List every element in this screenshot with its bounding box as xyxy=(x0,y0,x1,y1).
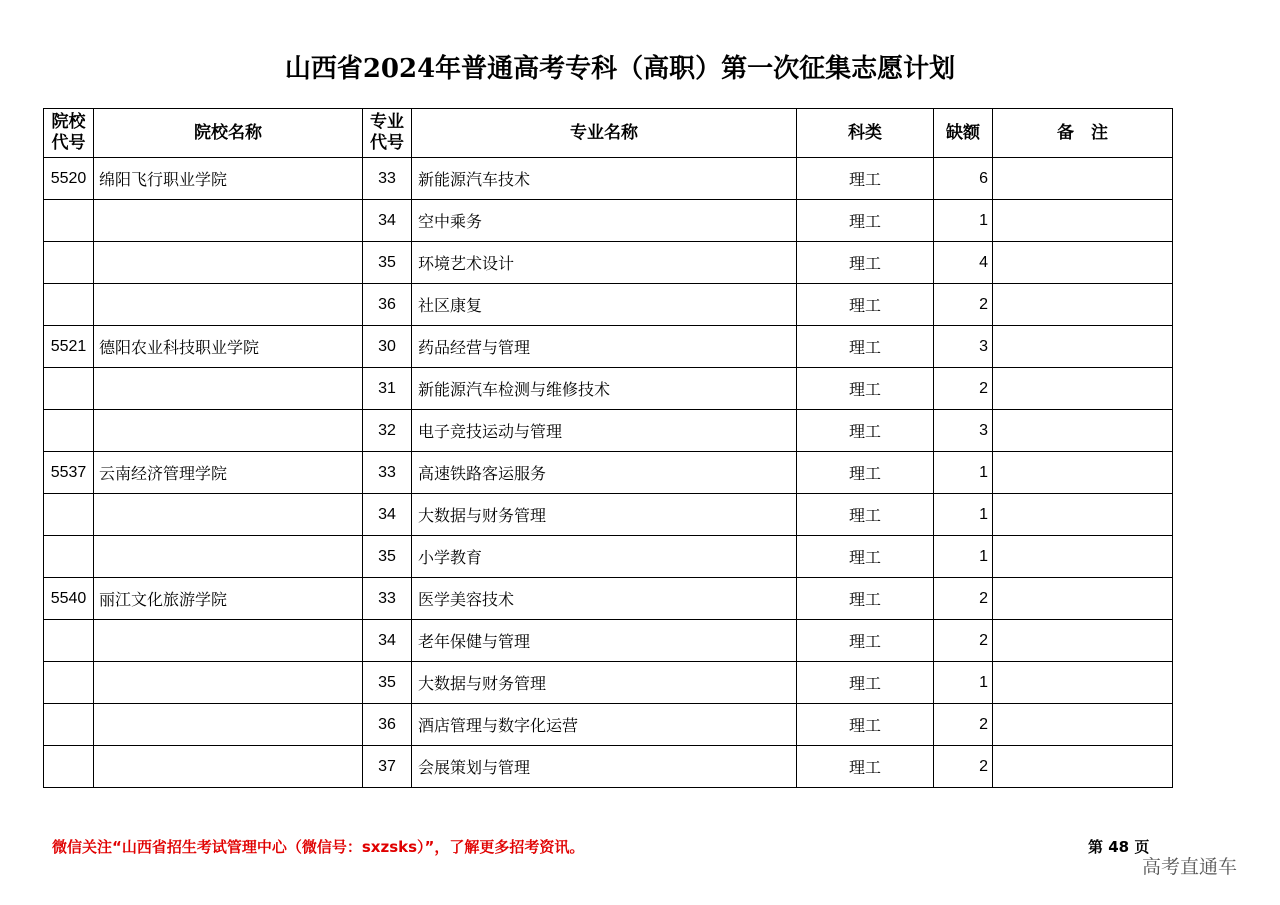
cell-major-name: 小学教育 xyxy=(412,536,797,578)
cell-vacancy: 1 xyxy=(934,662,993,704)
header-vacancy: 缺额 xyxy=(934,109,993,158)
cell-category: 理工 xyxy=(797,158,934,200)
cell-major-name: 会展策划与管理 xyxy=(412,746,797,788)
cell-remarks xyxy=(993,620,1173,662)
cell-major-name: 酒店管理与数字化运营 xyxy=(412,704,797,746)
cell-school-name: 德阳农业科技职业学院 xyxy=(94,326,363,368)
cell-category: 理工 xyxy=(797,578,934,620)
cell-major-code: 31 xyxy=(363,368,412,410)
cell-vacancy: 4 xyxy=(934,242,993,284)
cell-school-name xyxy=(94,284,363,326)
cell-school-name xyxy=(94,662,363,704)
cell-remarks xyxy=(993,158,1173,200)
page-prefix: 第 xyxy=(1088,838,1104,856)
cell-remarks xyxy=(993,242,1173,284)
cell-major-name: 空中乘务 xyxy=(412,200,797,242)
table-row xyxy=(44,704,1173,746)
table-row xyxy=(44,578,1173,620)
plan-table-body xyxy=(44,158,1173,788)
cell-category: 理工 xyxy=(797,200,934,242)
cell-school-code xyxy=(44,242,94,284)
cell-school-code xyxy=(44,662,94,704)
cell-remarks xyxy=(993,704,1173,746)
header-school-name: 院校名称 xyxy=(94,109,363,158)
cell-major-code: 37 xyxy=(363,746,412,788)
cell-major-code: 34 xyxy=(363,620,412,662)
header-school-code xyxy=(44,109,94,158)
table-row xyxy=(44,536,1173,578)
cell-remarks xyxy=(993,494,1173,536)
cell-remarks xyxy=(993,746,1173,788)
table-row xyxy=(44,242,1173,284)
cell-major-code: 36 xyxy=(363,704,412,746)
cell-school-code xyxy=(44,704,94,746)
cell-school-code: 5521 xyxy=(44,326,94,368)
cell-major-code: 33 xyxy=(363,158,412,200)
cell-remarks xyxy=(993,452,1173,494)
header-major-name: 专业名称 xyxy=(412,109,797,158)
cell-category: 理工 xyxy=(797,620,934,662)
cell-remarks xyxy=(993,284,1173,326)
cell-major-code: 35 xyxy=(363,536,412,578)
cell-school-name xyxy=(94,536,363,578)
cell-category: 理工 xyxy=(797,284,934,326)
cell-category: 理工 xyxy=(797,494,934,536)
cell-school-code xyxy=(44,284,94,326)
cell-school-code: 5540 xyxy=(44,578,94,620)
cell-category: 理工 xyxy=(797,242,934,284)
cell-category: 理工 xyxy=(797,368,934,410)
cell-major-name: 电子竞技运动与管理 xyxy=(412,410,797,452)
cell-remarks xyxy=(993,578,1173,620)
cell-vacancy: 2 xyxy=(934,284,993,326)
header-remarks: 备 注 xyxy=(993,109,1173,158)
cell-category: 理工 xyxy=(797,662,934,704)
cell-school-name xyxy=(94,620,363,662)
header-major-code-label: 专业 代号 xyxy=(370,112,404,153)
cell-vacancy: 2 xyxy=(934,704,993,746)
cell-category: 理工 xyxy=(797,326,934,368)
cell-vacancy: 1 xyxy=(934,200,993,242)
table-row xyxy=(44,662,1173,704)
cell-vacancy: 2 xyxy=(934,368,993,410)
cell-vacancy: 2 xyxy=(934,578,993,620)
cell-major-name: 药品经营与管理 xyxy=(412,326,797,368)
cell-major-name: 新能源汽车技术 xyxy=(412,158,797,200)
cell-major-name: 老年保健与管理 xyxy=(412,620,797,662)
cell-school-code xyxy=(44,620,94,662)
cell-major-code: 34 xyxy=(363,494,412,536)
table-row xyxy=(44,452,1173,494)
cell-school-code xyxy=(44,536,94,578)
cell-school-name xyxy=(94,704,363,746)
cell-major-name: 大数据与财务管理 xyxy=(412,662,797,704)
cell-school-code: 5537 xyxy=(44,452,94,494)
cell-school-name: 绵阳飞行职业学院 xyxy=(94,158,363,200)
cell-remarks xyxy=(993,200,1173,242)
cell-remarks xyxy=(993,662,1173,704)
cell-school-name xyxy=(94,368,363,410)
header-category: 科类 xyxy=(797,109,934,158)
cell-school-name xyxy=(94,242,363,284)
cell-school-code xyxy=(44,410,94,452)
table-row xyxy=(44,494,1173,536)
cell-major-code: 30 xyxy=(363,326,412,368)
cell-vacancy: 3 xyxy=(934,410,993,452)
cell-major-code: 36 xyxy=(363,284,412,326)
cell-vacancy: 1 xyxy=(934,494,993,536)
table-row xyxy=(44,284,1173,326)
cell-remarks xyxy=(993,326,1173,368)
page-title: 山西省2024年普通高考专科（高职）第一次征集志愿计划 xyxy=(284,54,956,84)
table-row xyxy=(44,746,1173,788)
cell-school-name xyxy=(94,410,363,452)
cell-major-code: 35 xyxy=(363,662,412,704)
cell-vacancy: 3 xyxy=(934,326,993,368)
cell-category: 理工 xyxy=(797,704,934,746)
cell-vacancy: 1 xyxy=(934,452,993,494)
cell-vacancy: 1 xyxy=(934,536,993,578)
cell-school-name xyxy=(94,200,363,242)
table-row xyxy=(44,326,1173,368)
watermark-text: 高考直通车 xyxy=(1142,856,1238,878)
cell-category: 理工 xyxy=(797,410,934,452)
page-number-value: 48 xyxy=(1108,838,1130,856)
table-row xyxy=(44,368,1173,410)
cell-school-code xyxy=(44,368,94,410)
cell-school-name: 丽江文化旅游学院 xyxy=(94,578,363,620)
cell-major-code: 34 xyxy=(363,200,412,242)
table-row xyxy=(44,200,1173,242)
cell-remarks xyxy=(993,368,1173,410)
table-row xyxy=(44,158,1173,200)
header-major-code xyxy=(363,109,412,158)
cell-school-code xyxy=(44,200,94,242)
cell-major-name: 社区康复 xyxy=(412,284,797,326)
cell-vacancy: 6 xyxy=(934,158,993,200)
table-header-row xyxy=(44,109,1173,158)
cell-major-name: 新能源汽车检测与维修技术 xyxy=(412,368,797,410)
cell-major-code: 35 xyxy=(363,242,412,284)
cell-major-name: 环境艺术设计 xyxy=(412,242,797,284)
cell-category: 理工 xyxy=(797,452,934,494)
cell-remarks xyxy=(993,410,1173,452)
cell-school-code xyxy=(44,746,94,788)
page-number xyxy=(1088,836,1149,857)
cell-school-code: 5520 xyxy=(44,158,94,200)
cell-category: 理工 xyxy=(797,746,934,788)
cell-school-code xyxy=(44,494,94,536)
cell-school-name xyxy=(94,494,363,536)
cell-major-code: 33 xyxy=(363,452,412,494)
cell-major-code: 32 xyxy=(363,410,412,452)
footer-wechat-note: 微信关注“山西省招生考试管理中心（微信号：sxzsks）”，了解更多招考资讯。 xyxy=(52,838,585,856)
cell-school-name xyxy=(94,746,363,788)
header-school-code-label: 院校 代号 xyxy=(51,112,86,153)
cell-school-name: 云南经济管理学院 xyxy=(94,452,363,494)
table-row xyxy=(44,410,1173,452)
cell-major-code: 33 xyxy=(363,578,412,620)
cell-vacancy: 2 xyxy=(934,620,993,662)
cell-major-name: 医学美容技术 xyxy=(412,578,797,620)
page-suffix: 页 xyxy=(1134,838,1150,856)
cell-vacancy: 2 xyxy=(934,746,993,788)
table-row xyxy=(44,620,1173,662)
cell-remarks xyxy=(993,536,1173,578)
cell-major-name: 高速铁路客运服务 xyxy=(412,452,797,494)
plan-table xyxy=(43,108,1173,788)
cell-major-name: 大数据与财务管理 xyxy=(412,494,797,536)
cell-category: 理工 xyxy=(797,536,934,578)
